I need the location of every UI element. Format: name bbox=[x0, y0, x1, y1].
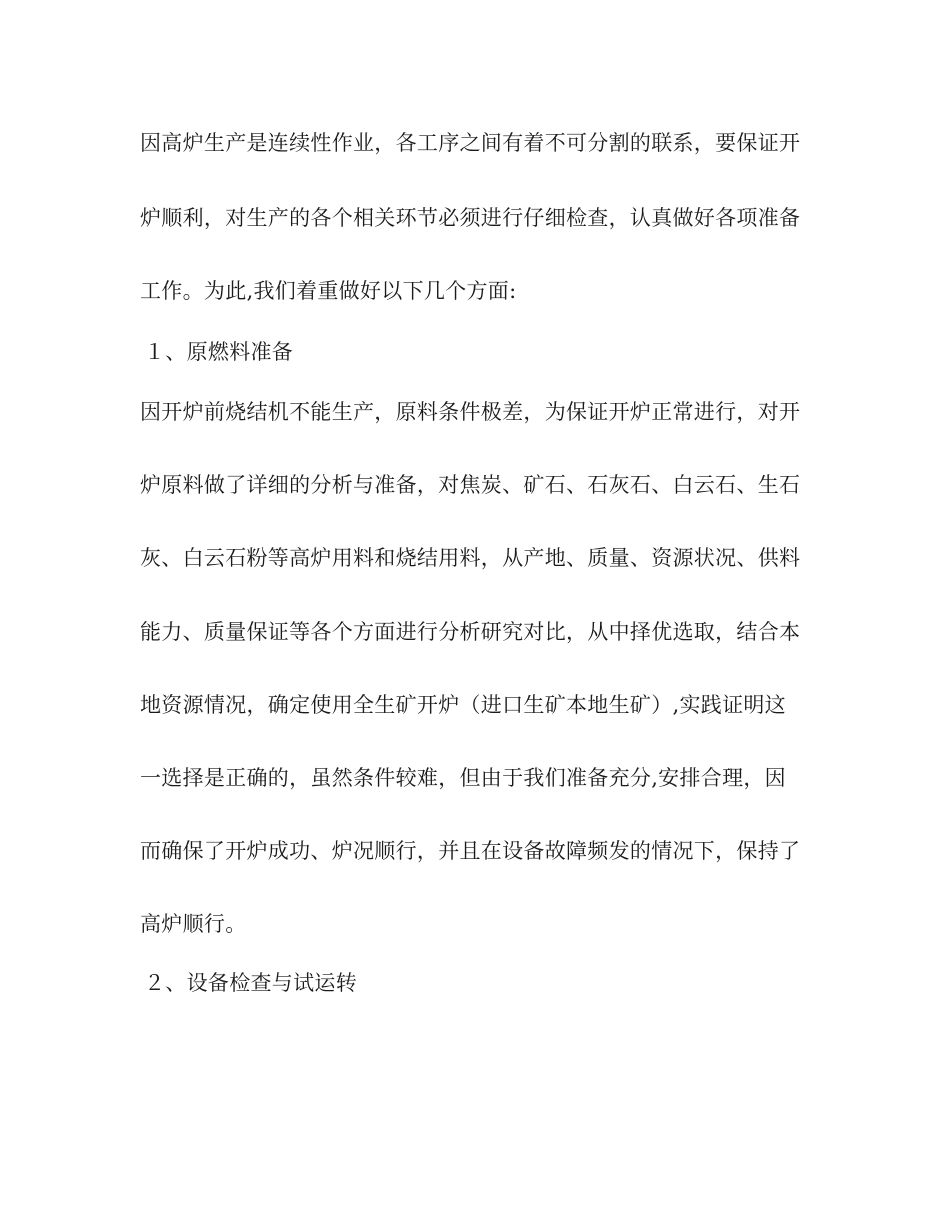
paragraph-line: 炉原料做了详细的分析与准备，对焦炭、矿石、石灰石、白云石、生石 bbox=[140, 473, 801, 497]
section-heading: ２、设备检查与试运转 bbox=[144, 971, 357, 995]
paragraph-line: 灰、白云石粉等高炉用料和烧结用料，从产地、质量、资源状况、供料 bbox=[140, 546, 801, 570]
paragraph-line: 因高炉生产是连续性作业，各工序之间有着不可分割的联系，要保证开 bbox=[140, 131, 801, 155]
paragraph-line: 能力、质量保证等各个方面进行分析研究对比，从中择优选取，结合本 bbox=[140, 620, 801, 644]
paragraph-line: 地资源情况，确定使用全生矿开炉（进口生矿本地生矿）,实践证明这 bbox=[140, 693, 786, 717]
paragraph-line: 一选择是正确的，虽然条件较难，但由于我们准备充分,安排合理，因 bbox=[140, 766, 786, 790]
paragraph-line: 炉顺利，对生产的各个相关环节必须进行仔细检查，认真做好各项准备 bbox=[140, 206, 801, 230]
paragraph-line: 工作。为此,我们着重做好以下几个方面: bbox=[140, 279, 517, 303]
section-heading: １、原燃料准备 bbox=[144, 340, 294, 364]
paragraph-line: 而确保了开炉成功、炉况顺行，并且在设备故障频发的情况下，保持了 bbox=[140, 839, 801, 863]
paragraph-line: 因开炉前烧结机不能生产，原料条件极差，为保证开炉正常进行，对开 bbox=[140, 400, 801, 424]
paragraph-line: 高炉顺行。 bbox=[140, 912, 247, 936]
